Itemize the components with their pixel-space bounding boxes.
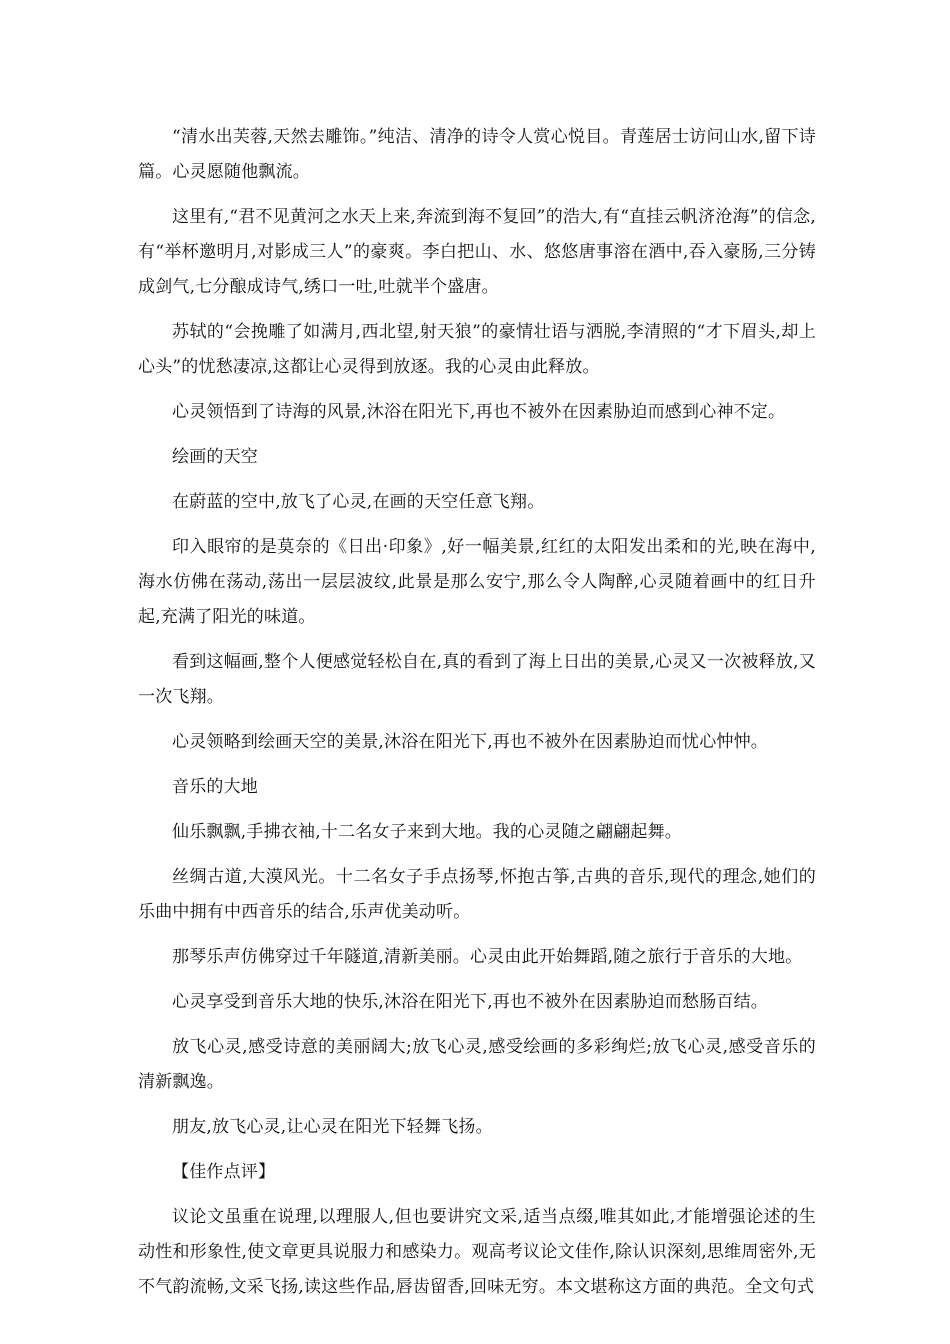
essay-body	[138, 120, 816, 1315]
paragraph-7: 印入眼帘的是莫奈的《日出·印象》,好一幅美景,红红的太阳发出柔和的光,映在海中,海水仿佛在荡动,荡出一层层波纹,此景是那么安宁,那么令人陶醉,心灵随着画中的红日升起,充满了阳光的味道。	[138, 537, 816, 627]
paragraph-11: 仙乐飘飘,手拂衣袖,十二名女子来到大地。我的心灵随之翩翩起舞。	[172, 822, 683, 842]
commentary-heading: 【佳作点评】	[172, 1162, 276, 1182]
paragraph-2: 这里有,“君不见黄河之水天上来,奔流到海不复回”的浩大,有“直挂云帆济沧海”的信念,有“举杯邀明月,对影成三人”的豪爽。李白把山、水、悠悠唐事溶在酒中,吞入豪肠,三分铸成剑气,七分酿成诗气,绣口一吐,吐就半个盛唐。	[138, 207, 816, 297]
paragraph-15: 放飞心灵,感受诗意的美丽阔大;放飞心灵,感受绘画的多彩绚烂;放飞心灵,感受音乐的清新飘逸。	[138, 1037, 816, 1092]
paragraph-8: 看到这幅画,整个人便感觉轻松自在,真的看到了海上日出的美景,心灵又一次被释放,又一次飞翔。	[138, 652, 816, 707]
paragraph-3: 苏轼的“会挽雕了如满月,西北望,射天狼”的豪情壮语与洒脱,李清照的“才下眉头,却上心头”的忧愁凄凉,这都让心灵得到放逐。我的心灵由此释放。	[138, 322, 816, 377]
paragraph-14: 心灵享受到音乐大地的快乐,沐浴在阳光下,再也不被外在因素胁迫而愁肠百结。	[172, 992, 769, 1012]
paragraph-13: 那琴乐声仿佛穿过千年隧道,清新美丽。心灵由此开始舞蹈,随之旅行于音乐的大地。	[172, 947, 803, 967]
paragraph-12: 丝绸古道,大漠风光。十二名女子手点扬琴,怀抱古筝,古典的音乐,现代的理念,她们的乐曲中拥有中西音乐的结合,乐声优美动听。	[138, 867, 816, 922]
paragraph-9: 心灵领略到绘画天空的美景,沐浴在阳光下,再也不被外在因素胁迫而忧心忡忡。	[172, 732, 769, 752]
paragraph-4: 心灵领悟到了诗海的风景,沐浴在阳光下,再也不被外在因素胁迫而感到心神不定。	[172, 402, 786, 422]
section-heading-painting: 绘画的天空	[172, 447, 258, 467]
paragraph-6: 在蔚蓝的空中,放飞了心灵,在画的天空任意飞翔。	[172, 492, 545, 512]
paragraph-1: “清水出芙蓉,天然去雕饰。”纯洁、清净的诗令人赏心悦目。青莲居士访问山水,留下诗篇。心灵愿随他飘流。	[138, 127, 816, 182]
paragraph-16: 朋友,放飞心灵,让心灵在阳光下轻舞飞扬。	[172, 1117, 493, 1137]
commentary-paragraph: 议论文虽重在说理,以理服人,但也要讲究文采,适当点缀,唯其如此,才能增强论述的生动性和形象性,使文章更具说服力和感染力。观高考议论文佳作,除认识深刻,思维周密外,无不气韵流畅,文采飞扬,读这些作品,唇齿留香,回味无穷。本文堪称这方面的典范。全文句式	[138, 1207, 816, 1297]
section-heading-music: 音乐的大地	[172, 777, 258, 797]
